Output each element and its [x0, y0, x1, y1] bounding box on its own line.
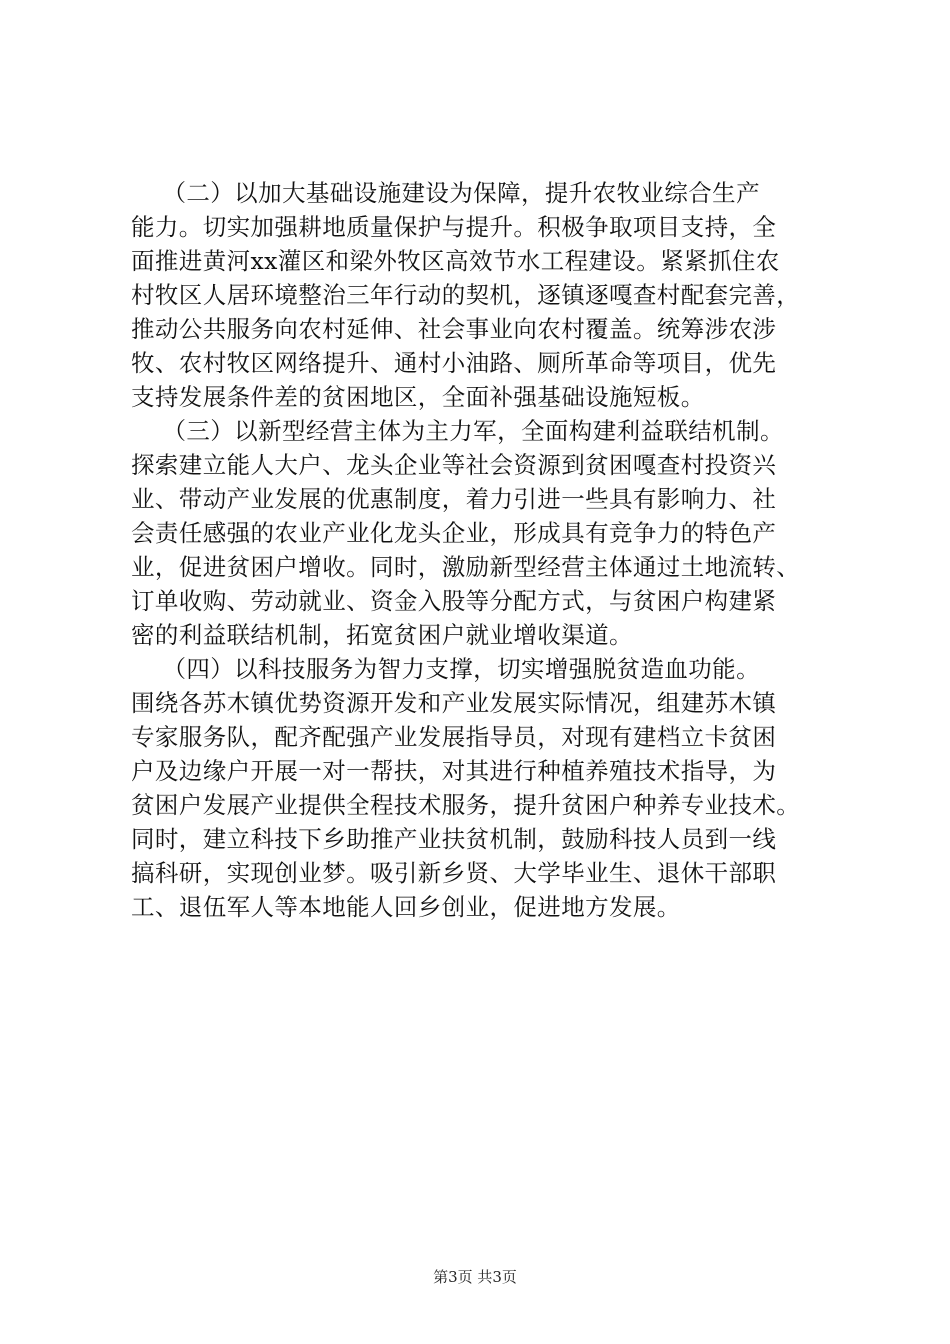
text-line: 探索建立能人大户、龙头企业等社会资源到贫困嘎查村投资兴 — [131, 451, 777, 479]
text-line: 贫困户发展产业提供全程技术服务，提升贫困户种养专业技术。 — [131, 791, 801, 819]
text-line: 工、退伍军人等本地能人回乡创业，促进地方发展。 — [131, 893, 681, 921]
text-line: 业，促进贫困户增收。同时，激励新型经营主体通过土地流转、 — [131, 553, 801, 581]
text-line: 订单收购、劳动就业、资金入股等分配方式，与贫困户构建紧 — [131, 587, 777, 615]
text-line: 村牧区人居环境整治三年行动的契机，逐镇逐嘎查村配套完善， — [131, 281, 801, 309]
text-line: 牧、农村牧区网络提升、通村小油路、厕所革命等项目，优先 — [131, 349, 777, 377]
text-line: 密的利益联结机制，拓宽贫困户就业增收渠道。 — [131, 621, 633, 649]
text-line: 同时，建立科技下乡助推产业扶贫机制，鼓励科技人员到一线 — [131, 825, 777, 853]
text-line: 专家服务队，配齐配强产业发展指导员，对现有建档立卡贫困 — [131, 723, 777, 751]
text-line: 推动公共服务向农村延伸、社会事业向农村覆盖。统筹涉农涉 — [131, 315, 777, 343]
document-body — [131, 176, 836, 924]
text-line: 业、带动产业发展的优惠制度，着力引进一些具有影响力、社 — [131, 485, 777, 513]
text-line: 户及边缘户开展一对一帮扶，对其进行种植养殖技术指导，为 — [131, 757, 777, 785]
page-number-footer: 第3页 共3页 — [433, 1268, 517, 1286]
text-line: 面推进黄河xx灌区和梁外牧区高效节水工程建设。紧紧抓住农 — [131, 247, 780, 275]
text-line: 搞科研，实现创业梦。吸引新乡贤、大学毕业生、退休干部职 — [131, 859, 777, 887]
text-line: 会责任感强的农业产业化龙头企业，形成具有竞争力的特色产 — [131, 519, 777, 547]
text-line: 能力。切实加强耕地质量保护与提升。积极争取项目支持，全 — [131, 213, 777, 241]
text-line: 围绕各苏木镇优势资源开发和产业发展实际情况，组建苏木镇 — [131, 689, 777, 717]
text-line: 支持发展条件差的贫困地区，全面补强基础设施短板。 — [131, 383, 705, 411]
text-line: （三）以新型经营主体为主力军，全面构建利益联结机制。 — [131, 417, 784, 445]
text-line: （二）以加大基础设施建设为保障，提升农牧业综合生产 — [131, 179, 760, 207]
text-line: （四）以科技服务为智力支撑，切实增强脱贫造血功能。 — [131, 655, 760, 683]
